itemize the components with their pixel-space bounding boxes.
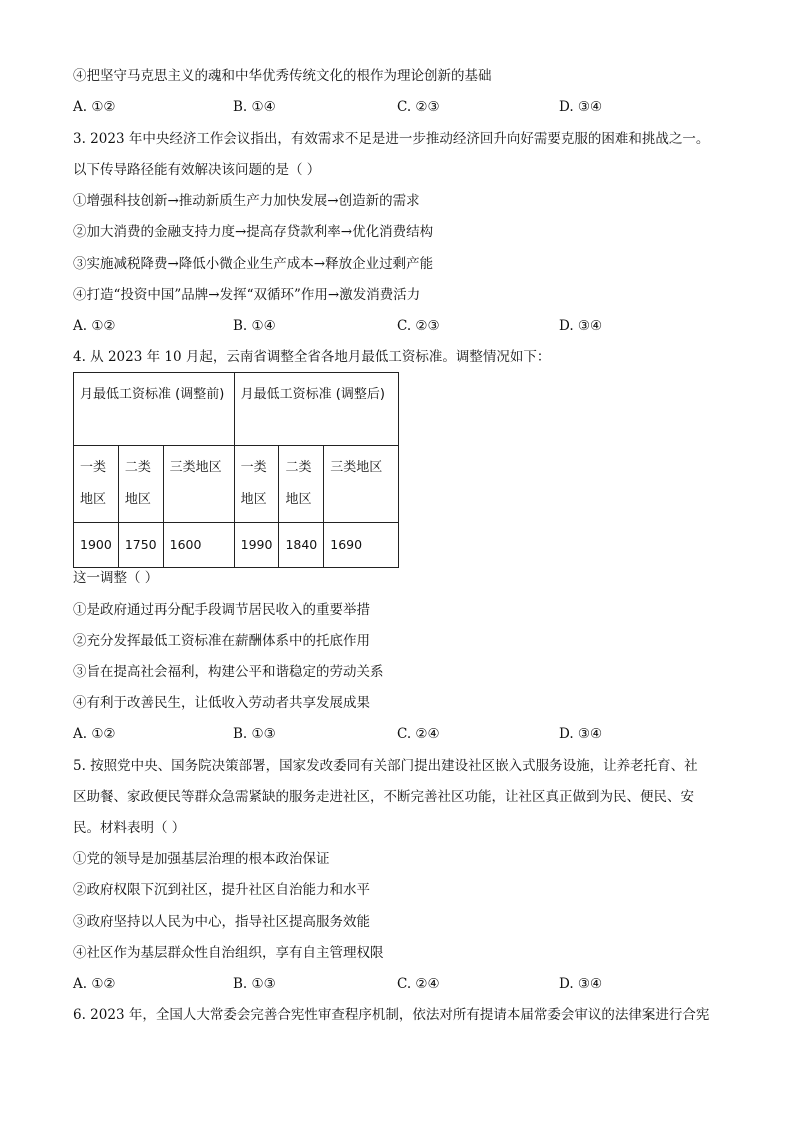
option-b: B. ①④ bbox=[233, 318, 276, 334]
option-d: D. ③④ bbox=[559, 99, 603, 115]
q3-item-1: ①增强科技创新→推动新质生产力加快发展→创造新的需求 bbox=[73, 193, 420, 209]
option-d: D. ③④ bbox=[559, 976, 603, 992]
q4-item-3: ③旨在提高社会福利，构建公平和谐稳定的劳动关系 bbox=[73, 664, 384, 680]
q5-stem-line-1: 5. 按照党中央、国务院决策部署，国家发改委同有关部门提出建设社区嵌入式服务设施，让养老托育、社 bbox=[73, 758, 698, 774]
q6-stem-line-1: 6. 2023 年，全国人大常委会完善合宪性审查程序机制，依法对所有提请本届常委会审议的法律案进行合宪 bbox=[73, 1007, 710, 1023]
option-a: A. ①② bbox=[73, 99, 116, 115]
option-a: A. ①② bbox=[73, 976, 116, 992]
subheader-cell: 三类地区 bbox=[324, 446, 399, 523]
subheader-cell: 二类地区 bbox=[118, 446, 163, 523]
option-c: C. ②④ bbox=[397, 976, 440, 992]
subheader-cell: 一类地区 bbox=[74, 446, 119, 523]
q5-item-3: ③政府坚持以人民为中心，指导社区提高服务效能 bbox=[73, 914, 370, 930]
prev-question-item-4: ④把坚守马克思主义的魂和中华优秀传统文化的根作为理论创新的基础 bbox=[73, 68, 492, 84]
q4-item-4: ④有利于改善民生，让低收入劳动者共享发展成果 bbox=[73, 695, 370, 711]
value-cell: 1840 bbox=[279, 523, 324, 568]
q3-stem-line-2: 以下传导路径能有效解决该问题的是（ ） bbox=[73, 162, 321, 178]
prev-question-options bbox=[73, 97, 733, 117]
value-cell: 1990 bbox=[234, 523, 279, 568]
option-c: C. ②③ bbox=[397, 99, 440, 115]
q5-item-4: ④社区作为基层群众性自治组织，享有自主管理权限 bbox=[73, 945, 384, 961]
min-wage-table bbox=[73, 372, 399, 568]
q4-item-2: ②充分发挥最低工资标准在薪酬体系中的托底作用 bbox=[73, 633, 370, 649]
q3-options bbox=[73, 316, 733, 336]
q3-item-2: ②加大消费的金融支持力度→提高存贷款利率→优化消费结构 bbox=[73, 224, 434, 240]
q3-stem-line-1: 3. 2023 年中央经济工作会议指出，有效需求不足是进一步推动经济回升向好需要克服的困难和挑战之一。 bbox=[73, 131, 710, 147]
q5-item-1: ①党的领导是加强基层治理的根本政治保证 bbox=[73, 851, 330, 867]
option-b: B. ①③ bbox=[233, 976, 276, 992]
q5-options bbox=[73, 974, 733, 994]
option-b: B. ①③ bbox=[233, 726, 276, 742]
value-cell: 1750 bbox=[118, 523, 163, 568]
header-before-adjustment: 月最低工资标准 (调整前) bbox=[74, 373, 235, 446]
q3-item-4: ④打造“投资中国”品牌→发挥“双循环”作用→激发消费活力 bbox=[73, 287, 421, 303]
option-b: B. ①④ bbox=[233, 99, 276, 115]
table-header-row bbox=[74, 373, 399, 446]
value-cell: 1600 bbox=[163, 523, 234, 568]
q5-item-2: ②政府权限下沉到社区，提升社区自治能力和水平 bbox=[73, 882, 370, 898]
value-cell: 1690 bbox=[324, 523, 399, 568]
header-after-adjustment: 月最低工资标准 (调整后) bbox=[234, 373, 399, 446]
subheader-cell: 三类地区 bbox=[163, 446, 234, 523]
table-subheader-row bbox=[74, 446, 399, 523]
option-a: A. ①② bbox=[73, 726, 116, 742]
value-cell: 1900 bbox=[74, 523, 119, 568]
table-value-row bbox=[74, 523, 399, 568]
q4-followup: 这一调整（ ） bbox=[73, 570, 159, 586]
q5-stem-line-2: 区助餐、家政便民等群众急需紧缺的服务走进社区，不断完善社区功能，让社区真正做到为民、便民、安 bbox=[73, 789, 694, 805]
q5-stem-line-3: 民。材料表明（ ） bbox=[73, 820, 186, 836]
q4-options bbox=[73, 724, 733, 744]
subheader-cell: 一类地区 bbox=[234, 446, 279, 523]
option-c: C. ②③ bbox=[397, 318, 440, 334]
subheader-cell: 二类地区 bbox=[279, 446, 324, 523]
option-d: D. ③④ bbox=[559, 318, 603, 334]
option-c: C. ②④ bbox=[397, 726, 440, 742]
option-a: A. ①② bbox=[73, 318, 116, 334]
q4-stem: 4. 从 2023 年 10 月起，云南省调整全省各地月最低工资标准。调整情况如下： bbox=[73, 349, 551, 365]
q4-item-1: ①是政府通过再分配手段调节居民收入的重要举措 bbox=[73, 602, 370, 618]
option-d: D. ③④ bbox=[559, 726, 603, 742]
q3-item-3: ③实施减税降费→降低小微企业生产成本→释放企业过剩产能 bbox=[73, 256, 434, 272]
